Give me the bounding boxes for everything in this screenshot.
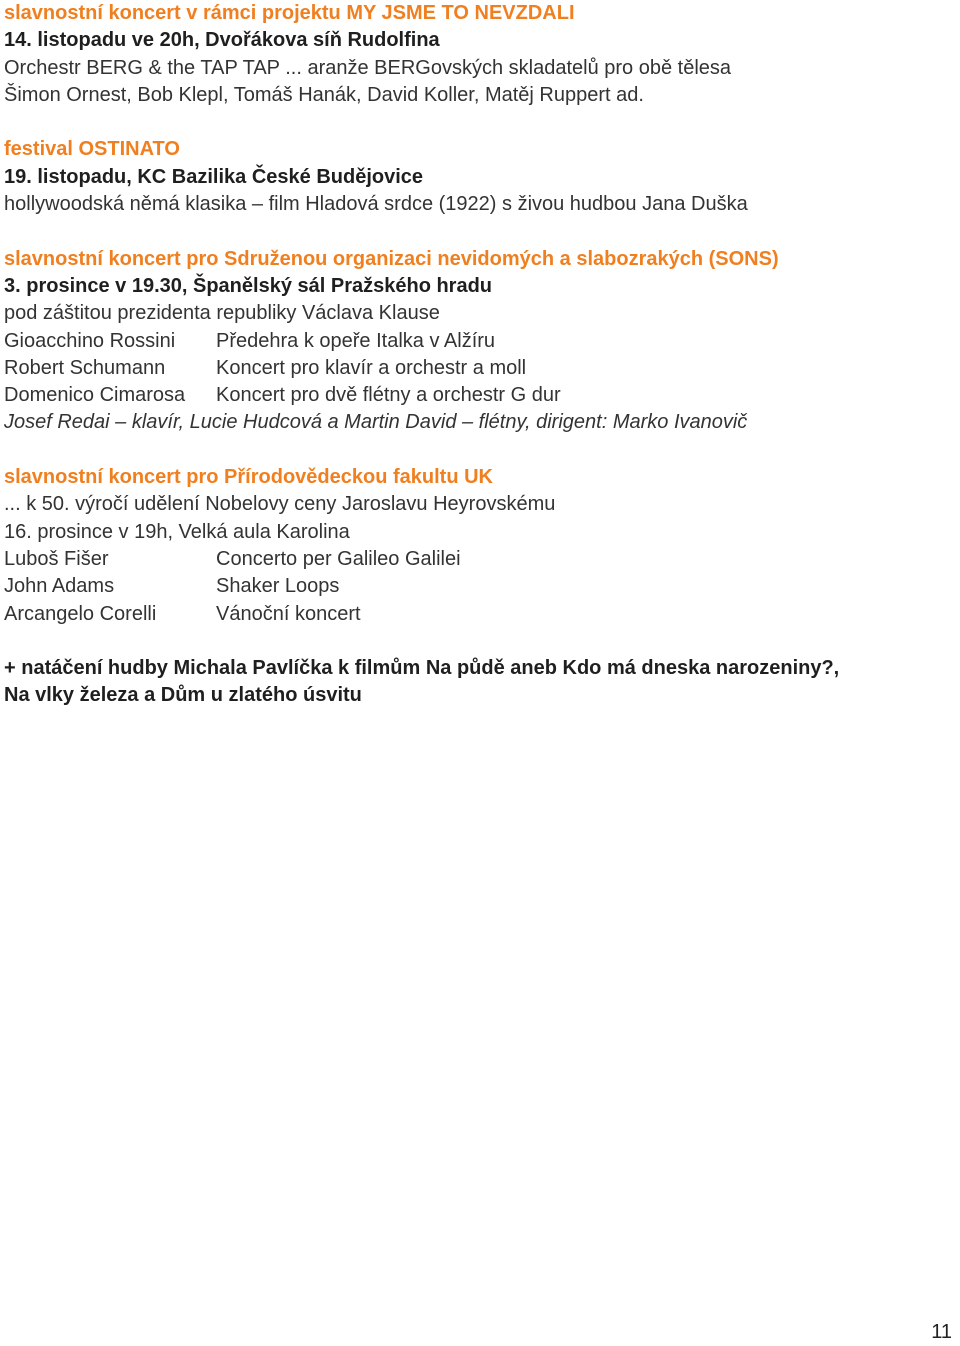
spacer bbox=[4, 109, 954, 136]
composer: John Adams bbox=[4, 575, 115, 598]
program-row bbox=[4, 546, 954, 573]
footer-note-line1: + natáčení hudby Michala Pavlíčka k filmům Na půdě aneb Kdo má dneska narozeniny?, bbox=[4, 657, 840, 680]
work: Vánoční koncert bbox=[216, 602, 361, 625]
section1-line1: Orchestr BERG & the TAP TAP ... aranže BERGovských skladatelů pro obě tělesa bbox=[4, 56, 732, 79]
section1-line2: Šimon Ornest, Bob Klepl, Tomáš Hanák, David Koller, Matěj Ruppert ad. bbox=[4, 83, 644, 106]
page-number: 11 bbox=[931, 1321, 952, 1343]
composer: Luboš Fišer bbox=[4, 547, 109, 570]
section1-title: slavnostní koncert v rámci projektu MY JSME TO NEVZDALI bbox=[4, 2, 575, 24]
section3-patronage: pod záštitou prezidenta republiky Václava Klause bbox=[4, 302, 440, 325]
work: Předehra k opeře Italka v Alžíru bbox=[216, 329, 496, 352]
section1-date: 14. listopadu ve 20h, Dvořákova síň Rudolfina bbox=[4, 29, 440, 52]
section3-date: 3. prosince v 19.30, Španělský sál Pražského hradu bbox=[4, 274, 493, 297]
composer: Arcangelo Corelli bbox=[4, 602, 157, 625]
composer: Gioacchino Rossini bbox=[4, 329, 176, 352]
composer: Robert Schumann bbox=[4, 356, 166, 379]
section3-title: slavnostní koncert pro Sdruženou organizaci nevidomých a slabozrakých (SONS) bbox=[4, 247, 779, 270]
program-row bbox=[4, 601, 954, 628]
program-row bbox=[4, 573, 954, 600]
work: Koncert pro klavír a orchestr a moll bbox=[216, 356, 527, 379]
work: Concerto per Galileo Galilei bbox=[216, 547, 461, 570]
spacer bbox=[4, 218, 954, 245]
program-row bbox=[4, 382, 954, 409]
section4-date: 16. prosince v 19h, Velká aula Karolina bbox=[4, 520, 350, 543]
program-row bbox=[4, 355, 954, 382]
work: Shaker Loops bbox=[216, 575, 340, 598]
section2-line1: hollywoodská němá klasika – film Hladová srdce (1922) s živou hudbou Jana Duška bbox=[4, 193, 748, 216]
section2-title: festival OSTINATO bbox=[4, 138, 180, 161]
work: Koncert pro dvě flétny a orchestr G dur bbox=[216, 384, 561, 407]
footer-note-line2: Na vlky železa a Dům u zlatého úsvitu bbox=[4, 684, 362, 707]
spacer bbox=[4, 437, 954, 464]
section4-occasion: ... k 50. výročí udělení Nobelovy ceny Jaroslavu Heyrovskému bbox=[4, 493, 556, 516]
document-page bbox=[4, 0, 954, 710]
section2-date: 19. listopadu, KC Bazilika České Budějovice bbox=[4, 165, 424, 188]
section3-performers: Josef Redai – klavír, Lucie Hudcová a Martin David – flétny, dirigent: Marko Ivanovič bbox=[4, 411, 748, 434]
spacer bbox=[4, 628, 954, 655]
program-row bbox=[4, 328, 954, 355]
composer: Domenico Cimarosa bbox=[4, 384, 186, 407]
section4-title: slavnostní koncert pro Přírodovědeckou fakultu UK bbox=[4, 466, 493, 489]
